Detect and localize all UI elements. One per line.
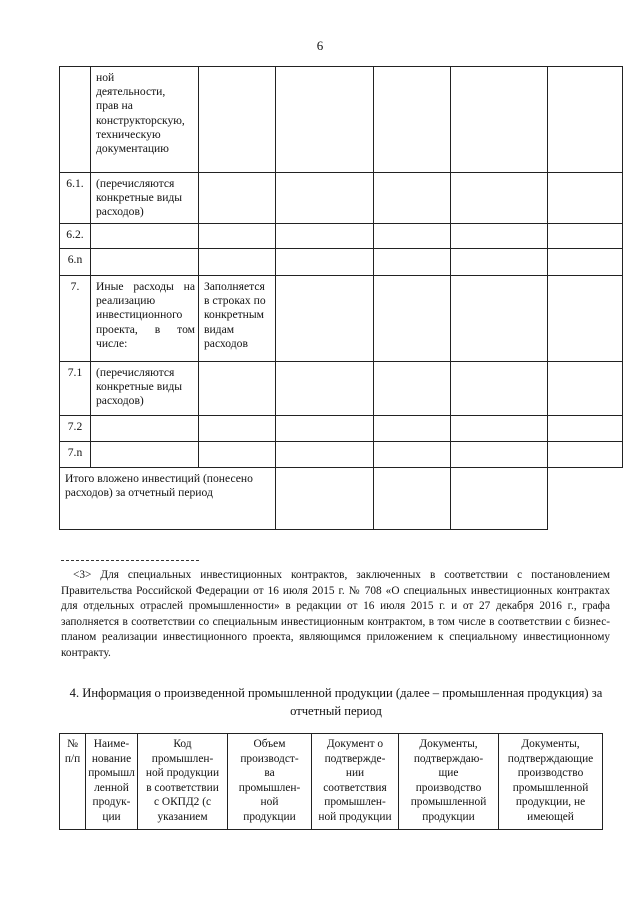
column-header-line: ции [102, 810, 121, 823]
column-header-line: промышленной [410, 796, 487, 809]
note-cell [199, 67, 276, 173]
column-header [399, 734, 499, 830]
value-cell [374, 362, 451, 416]
row-number [60, 67, 91, 173]
table-row [60, 173, 623, 224]
value-cell [374, 276, 451, 362]
expense-name-line: деятельности, [96, 85, 166, 99]
expense-name-line: инвестиционного [96, 308, 183, 322]
column-header [499, 734, 603, 830]
note-cell [199, 362, 276, 416]
value-cell [374, 173, 451, 224]
expense-name-line: проекта, в том [96, 322, 195, 336]
expense-name-line: конкретные виды [96, 191, 183, 205]
table-row [60, 276, 623, 362]
expense-name-line: документацию [96, 142, 169, 156]
column-header-line: промышлен- [151, 752, 214, 765]
value-cell [451, 362, 548, 416]
column-header-line: нование [91, 752, 132, 765]
column-header-line: промышлен- [324, 796, 386, 809]
table-row [60, 249, 623, 276]
footnote-3: <3> Для специальных инвестиционных контрактов, заключенных в соответствии с постановлением Правительства Российской Федерации от 16 июля 2015 г. № 708 «О специальных инвестиционных контрактах для отдельных отраслей промышленности» в редакции от 16 июля 2015 г. и от 27 декабря 2016 г., графа заполняется в соответствии со специальным инвестиционным контрактом, в том числе в соответствии с бизнес-планом реализации инвестиционного проекта, являющимся приложением к специальному инвестиционному контракту. [61, 569, 610, 659]
value-cell [276, 276, 374, 362]
total-value-cell [276, 468, 374, 530]
expense-name [91, 442, 199, 468]
value-cell [276, 362, 374, 416]
column-header-line: производство [415, 781, 482, 794]
note-cell [199, 249, 276, 276]
value-cell [451, 224, 548, 249]
value-cell [276, 67, 374, 173]
value-cell [548, 67, 623, 173]
table-row [60, 442, 623, 468]
column-header-line: указанием [157, 810, 208, 823]
note-cell [199, 416, 276, 442]
expense-name-line: (перечисляются [96, 366, 175, 379]
column-header-line: промышлен- [238, 781, 301, 794]
value-cell [548, 173, 623, 224]
row-number: 6.1. [60, 173, 91, 224]
value-cell [548, 442, 623, 468]
expense-name-line: ной [96, 71, 115, 84]
column-header-line: Документы, [521, 738, 580, 750]
value-cell [374, 442, 451, 468]
section-4-title [60, 685, 612, 720]
note-cell [199, 442, 276, 468]
expense-name-line: прав на [96, 99, 133, 113]
column-header-line: промышленной [512, 781, 589, 794]
row-number: 7.n [60, 442, 91, 468]
expense-name-line: реализацию [96, 294, 156, 308]
value-cell [374, 67, 451, 173]
column-header-line: с ОКПД2 (с [153, 796, 212, 809]
note-line: видам [204, 322, 235, 336]
column-header-line: Код [173, 738, 192, 750]
total-value-cell [374, 468, 451, 530]
column-header-line: щие [438, 767, 459, 780]
value-cell [276, 224, 374, 249]
note-cell [199, 173, 276, 224]
value-cell [548, 362, 623, 416]
column-header-line: промышл [88, 767, 135, 780]
total-label: Итого вложено инвестиций (понесено расходов) за отчетный период [60, 468, 276, 530]
column-header-line: Объем [253, 738, 286, 750]
value-cell [451, 442, 548, 468]
value-cell [451, 276, 548, 362]
expense-name-line: Иные расходы на [96, 280, 195, 293]
column-header-line: Наиме- [93, 738, 130, 750]
table-row [60, 362, 623, 416]
value-cell [276, 416, 374, 442]
expense-name [91, 416, 199, 442]
value-cell [548, 276, 623, 362]
expense-name [91, 67, 199, 173]
value-cell [374, 249, 451, 276]
column-header-line: ленной [94, 781, 129, 794]
column-header-line: производство [517, 767, 584, 780]
note-cell [199, 276, 276, 362]
expense-name-line: конструкторскую, [96, 113, 185, 127]
value-cell [451, 67, 548, 173]
footnote-separator [61, 560, 199, 561]
note-line: в строках по [204, 294, 266, 308]
column-header-line: п/п [64, 752, 81, 765]
column-header [60, 734, 86, 830]
expense-name [91, 276, 199, 362]
section-4-title-line-2: отчетный период [290, 703, 382, 718]
column-header-line: ва [264, 767, 275, 780]
column-header-line: ной продукции [318, 810, 392, 823]
column-header-line: продукции, не [515, 796, 586, 809]
expense-name-line: конкретные виды [96, 380, 183, 394]
row-number: 7.2 [60, 416, 91, 442]
column-header [312, 734, 399, 830]
expense-name [91, 224, 199, 249]
table-row [60, 224, 623, 249]
column-header-line: подтверждаю- [413, 752, 484, 765]
row-number: 6.n [60, 249, 91, 276]
industrial-products-table [59, 733, 603, 830]
total-row [60, 468, 623, 530]
note-cell [199, 224, 276, 249]
row-number: 6.2. [60, 224, 91, 249]
note-line: расходов [204, 336, 248, 350]
column-header-line: продук- [92, 796, 131, 809]
column-header [86, 734, 138, 830]
column-header-line: ной продукции [145, 767, 220, 780]
expense-name-line: (перечисляются [96, 177, 175, 190]
column-header-line: подтвержде- [324, 752, 386, 765]
column-header-line: Документы, [419, 738, 478, 750]
expense-name-line: расходов) [96, 205, 144, 219]
column-header-line: подтверждающие [507, 752, 594, 765]
expense-name-line: техническую [96, 127, 161, 141]
column-header-line: соответствия [323, 781, 387, 794]
value-cell [451, 416, 548, 442]
expense-name [91, 362, 199, 416]
value-cell [451, 173, 548, 224]
expense-name-line: расходов) [96, 394, 144, 408]
expense-name-line: числе: [96, 336, 128, 350]
column-header-line: производст- [240, 752, 299, 765]
column-header [138, 734, 228, 830]
column-header [228, 734, 312, 830]
value-cell [548, 224, 623, 249]
investment-table [59, 66, 623, 530]
note-line: конкретным [204, 308, 265, 322]
value-cell [374, 224, 451, 249]
column-header-line: ной [260, 796, 279, 809]
value-cell [276, 249, 374, 276]
total-empty [548, 468, 568, 530]
value-cell [548, 416, 623, 442]
column-header-line: имеющей [527, 810, 574, 823]
expense-name [91, 249, 199, 276]
total-value-cell [451, 468, 548, 530]
column-header-line: № [67, 738, 78, 750]
expense-name [91, 173, 199, 224]
column-header-line: в соответствии [146, 781, 219, 794]
total-empty [568, 468, 623, 530]
row-number: 7.1 [60, 362, 91, 416]
column-header-line: нии [345, 767, 365, 780]
table-row [60, 67, 623, 173]
value-cell [451, 249, 548, 276]
table-row [60, 416, 623, 442]
row-number: 7. [60, 276, 91, 362]
column-header-line: Документ о [326, 738, 384, 750]
column-header-line: продукции [243, 810, 296, 823]
value-cell [276, 442, 374, 468]
section-4-title-line-1: 4. Информация о произведенной промышленной продукции (далее – промышленная продукция) за [69, 686, 603, 700]
value-cell [374, 416, 451, 442]
page-number: 6 [316, 38, 324, 53]
column-header-line: продукции [422, 810, 475, 823]
value-cell [548, 249, 623, 276]
value-cell [276, 173, 374, 224]
note-line: Заполняется [204, 280, 265, 293]
